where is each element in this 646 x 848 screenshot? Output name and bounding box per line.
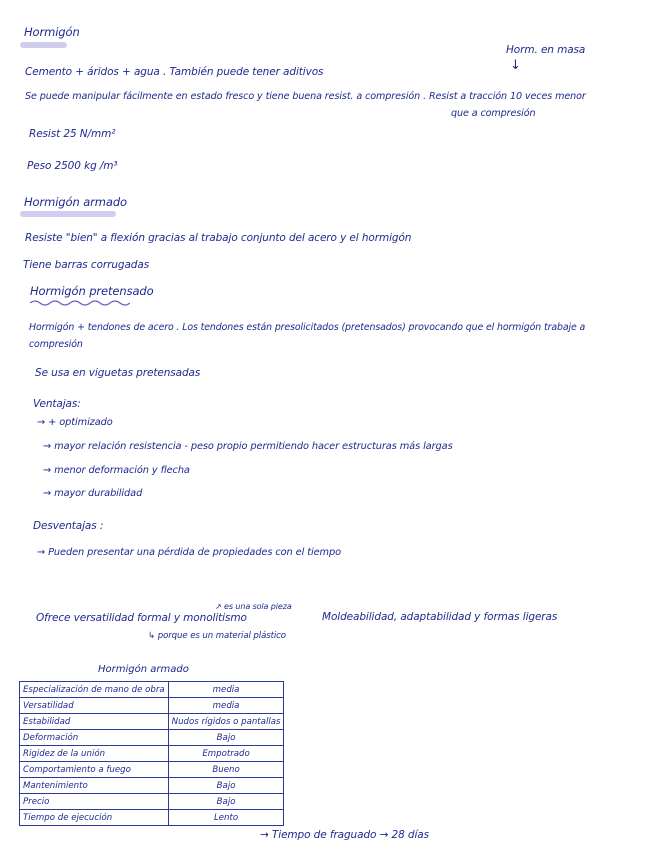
table-row — [20, 698, 284, 714]
line-properties-cont: que a compresión — [451, 108, 536, 119]
line-viguetas: Se usa en viguetas pretensadas — [35, 367, 201, 379]
table-cell-value: media — [168, 698, 284, 714]
note-fraguado: → Tiempo de fraguado → 28 días — [260, 829, 429, 841]
table-cell-value: Nudos rígidos o pantallas — [168, 714, 284, 730]
table-cell-value: Bajo — [168, 730, 284, 746]
table-cell-property: Precio — [20, 794, 169, 810]
ventajas-title: Ventajas: — [33, 398, 81, 410]
highlight-hormigon — [20, 42, 67, 48]
line-armado-barras: Tiene barras corrugadas — [23, 259, 150, 271]
highlight-hormigon-armado — [20, 211, 116, 217]
table-cell-property: Rigidez de la unión — [20, 746, 169, 762]
table-cell-value: Empotrado — [168, 746, 284, 762]
table-row — [20, 730, 284, 746]
arrow-down-icon: ↓ — [510, 58, 521, 73]
wavy-underline — [30, 299, 130, 307]
table-cell-property: Comportamiento a fuego — [20, 762, 169, 778]
line-ofrece: Ofrece versatilidad formal y monolitismo — [36, 612, 247, 624]
line-resist: Resist 25 N/mm² — [29, 128, 116, 140]
line-components: Cemento + áridos + agua . También puede tener aditivos — [25, 66, 324, 78]
note-material-plastico: ↳ porque es un material plástico — [148, 631, 286, 641]
table-cell-value: Bajo — [168, 794, 284, 810]
heading-hormigon-pretensado: Hormigón pretensado — [30, 284, 154, 298]
table-cell-property: Especialización de mano de obra — [20, 682, 169, 698]
table-row — [20, 682, 284, 698]
table-row — [20, 778, 284, 794]
table-row — [20, 794, 284, 810]
table-cell-property: Deformación — [20, 730, 169, 746]
note-sola-pieza: ↗ es una sola pieza — [215, 602, 292, 611]
heading-hormigon: Hormigón — [24, 25, 80, 39]
line-moldeabilidad: Moldeabilidad, adaptabilidad y formas ligeras — [322, 611, 558, 623]
table-cell-property: Versatilidad — [20, 698, 169, 714]
ventaja-item: → mayor relación resistencia - peso propio permitiendo hacer estructuras más largas — [43, 441, 453, 452]
line-pretensado-def: Hormigón + tendones de acero . Los tendones están presolicitados (pretensados) provocando que el hormigón trabaje a — [29, 322, 586, 333]
table-cell-value: Bueno — [168, 762, 284, 778]
table-cell-property: Estabilidad — [20, 714, 169, 730]
table-cell-value: Lento — [168, 810, 284, 826]
table-cell-value: media — [168, 682, 284, 698]
desventajas-title: Desventajas : — [33, 520, 104, 532]
table-title: Hormigón armado — [98, 664, 189, 675]
table-cell-value: Bajo — [168, 778, 284, 794]
table-row — [20, 746, 284, 762]
table-cell-property: Tiempo de ejecución — [20, 810, 169, 826]
heading-hormigon-armado: Hormigón armado — [24, 195, 127, 209]
note-horm-en-masa: Horm. en masa — [506, 44, 586, 56]
table-row — [20, 810, 284, 826]
ventaja-item: → mayor durabilidad — [43, 488, 143, 499]
ventaja-item: → menor deformación y flecha — [43, 465, 190, 476]
line-armado-flexion: Resiste "bien" a flexión gracias al trabajo conjunto del acero y el hormigón — [25, 232, 412, 244]
ventaja-item: → + optimizado — [37, 417, 113, 428]
table-row — [20, 762, 284, 778]
line-peso: Peso 2500 kg /m³ — [27, 160, 118, 172]
desventaja-item: → Pueden presentar una pérdida de propiedades con el tiempo — [37, 547, 341, 558]
line-properties: Se puede manipular fácilmente en estado fresco y tiene buena resist. a compresión . Resist a tracción 10 veces menor — [25, 91, 586, 102]
table-cell-property: Mantenimiento — [20, 778, 169, 794]
table-row — [20, 714, 284, 730]
comparison-table — [19, 681, 284, 826]
line-pretensado-def-cont: compresión — [29, 339, 83, 350]
